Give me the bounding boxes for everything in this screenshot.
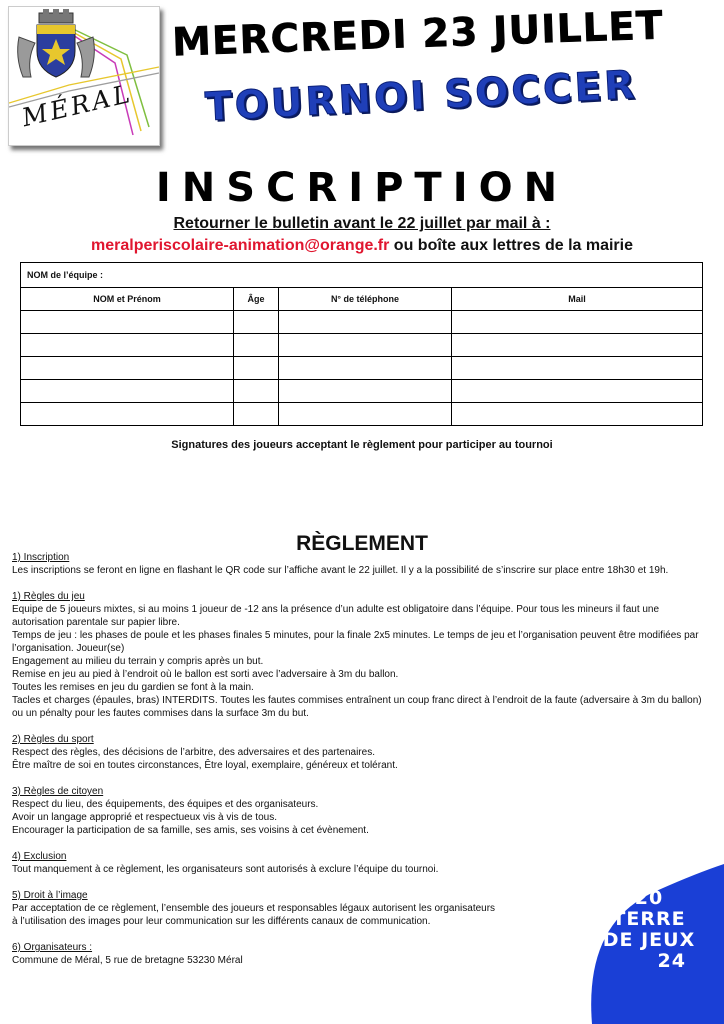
header-mail: Mail (452, 288, 703, 311)
header-age: Âge (234, 288, 279, 311)
cell-age[interactable] (234, 334, 279, 357)
inscription-title: INSCRIPTION (155, 165, 569, 211)
event-title-heading: TOURNOI SOCCER (204, 62, 639, 131)
section-gap (12, 577, 712, 590)
cell-phone[interactable] (279, 311, 452, 334)
cell-mail[interactable] (452, 380, 703, 403)
rules-title: RÈGLEMENT (296, 532, 428, 555)
section-gap (12, 837, 712, 850)
rule-line: Avoir un langage approprié et respectueux vis à vis de tous. (12, 812, 277, 823)
header-phone: N° de téléphone (279, 288, 452, 311)
rule-section-title: 3) Règles de citoyen (12, 786, 104, 797)
town-logo (8, 6, 160, 146)
rule-line: Encourager la participation de sa famille, ses amis, ses voisins à cet évènement. (12, 825, 369, 836)
table-row[interactable] (21, 403, 703, 426)
rule-line: Toutes les remises en jeu du gardien se font à la main. (12, 682, 254, 693)
registration-table (20, 262, 703, 426)
rule-section-title: 5) Droit à l’image (12, 890, 88, 901)
cell-age[interactable] (234, 380, 279, 403)
rule-line: Engagement au milieu du terrain y compris après un but. (12, 656, 264, 667)
badge-line-1: 20 (634, 887, 664, 909)
cell-name[interactable] (21, 311, 234, 334)
contact-email-link[interactable]: meralperiscolaire-animation@orange.fr (91, 237, 390, 254)
cell-age[interactable] (234, 357, 279, 380)
cell-mail[interactable] (452, 357, 703, 380)
cell-mail[interactable] (452, 403, 703, 426)
cell-phone[interactable] (279, 380, 452, 403)
table-row[interactable] (21, 311, 703, 334)
badge-line-3: DE JEUX (602, 929, 696, 951)
badge-text (594, 888, 704, 972)
rule-line: Tout manquement à ce règlement, les organisateurs sont autorisés à exclure l’équipe du tournoi. (12, 864, 439, 875)
table-row[interactable] (21, 357, 703, 380)
rule-line: Par acceptation de ce règlement, l’ensemble des joueurs et responsables légaux autorisent les organisateurs (12, 903, 496, 914)
table-row[interactable] (21, 334, 703, 357)
rule-line: Commune de Méral, 5 rue de bretagne 53230 Méral (12, 955, 243, 966)
logo-text: MÉRAL (19, 78, 136, 133)
badge-line-2: TERRE (612, 908, 686, 930)
rule-line: à l’utilisation des images pour leur communication sur les différents canaux de communication. (12, 916, 431, 927)
rule-section-title: 1) Règles du jeu (12, 591, 85, 602)
rule-line: Être maître de soi en toutes circonstances, Être loyal, exemplaire, généreux et tolérant. (12, 760, 398, 771)
table-row[interactable] (21, 380, 703, 403)
cell-name[interactable] (21, 403, 234, 426)
rule-section-title: 4) Exclusion (12, 851, 67, 862)
team-name-field[interactable]: NOM de l’équipe : (21, 263, 703, 288)
rule-line: Tacles et charges (épaules, bras) INTERDITS. Toutes les fautes commises entraînent un coup franc direct à l’endroit de la faute (adversaire à 3m du ballon) ou un pénalty pour les fautes commises dans la surface 3m du but. (12, 695, 702, 719)
section-gap (12, 772, 712, 785)
badge-line-4: 24 (657, 950, 686, 972)
rule-line: Remise en jeu au pied à l’endroit où le ballon est sorti avec l’adversaire à 3m du ballon. (12, 669, 399, 680)
cell-age[interactable] (234, 403, 279, 426)
cell-phone[interactable] (279, 403, 452, 426)
rule-section-title: 2) Règles du sport (12, 734, 94, 745)
section-gap (12, 720, 712, 733)
rule-line: Temps de jeu : les phases de poule et les phases finales 5 minutes, pour la finale 2x5 minutes. Le temps de jeu et l’organisation peuvent être modifiées par l’organisation. Joueur(se) (12, 630, 699, 654)
rule-section-title: 1) Inscription (12, 552, 70, 563)
contact-suffix: ou boîte aux lettres de la mairie (389, 237, 633, 254)
event-date-heading: MERCREDI 23 JUILLET (171, 3, 665, 66)
rule-section-title: 6) Organisateurs : (12, 942, 93, 953)
cell-phone[interactable] (279, 334, 452, 357)
rule-line: Respect du lieu, des équipements, des équipes et des organisateurs. (12, 799, 319, 810)
signature-instructions: Signatures des joueurs acceptant le règlement pour participer au tournoi (171, 439, 553, 451)
cell-mail[interactable] (452, 311, 703, 334)
cell-mail[interactable] (452, 334, 703, 357)
rule-line: Les inscriptions se feront en ligne en flashant le QR code sur l’affiche avant le 22 juillet. Il y a la possibilité de s’inscrire sur place entre 18h30 et 19h. (12, 565, 669, 576)
rule-line: Equipe de 5 joueurs mixtes, si au moins 1 joueur de -12 ans la présence d’un adulte est obligatoire dans l’équipe. Pour tous les mineurs il faut une autorisation parentale sur papier libre. (12, 604, 660, 628)
return-instructions: Retourner le bulletin avant le 22 juillet par mail à : (173, 215, 551, 232)
cell-name[interactable] (21, 357, 234, 380)
contact-line (0, 237, 724, 255)
rule-line: Respect des règles, des décisions de l’arbitre, des adversaires et des partenaires. (12, 747, 375, 758)
header-name: NOM et Prénom (21, 288, 234, 311)
cell-name[interactable] (21, 334, 234, 357)
cell-age[interactable] (234, 311, 279, 334)
cell-name[interactable] (21, 380, 234, 403)
cell-phone[interactable] (279, 357, 452, 380)
